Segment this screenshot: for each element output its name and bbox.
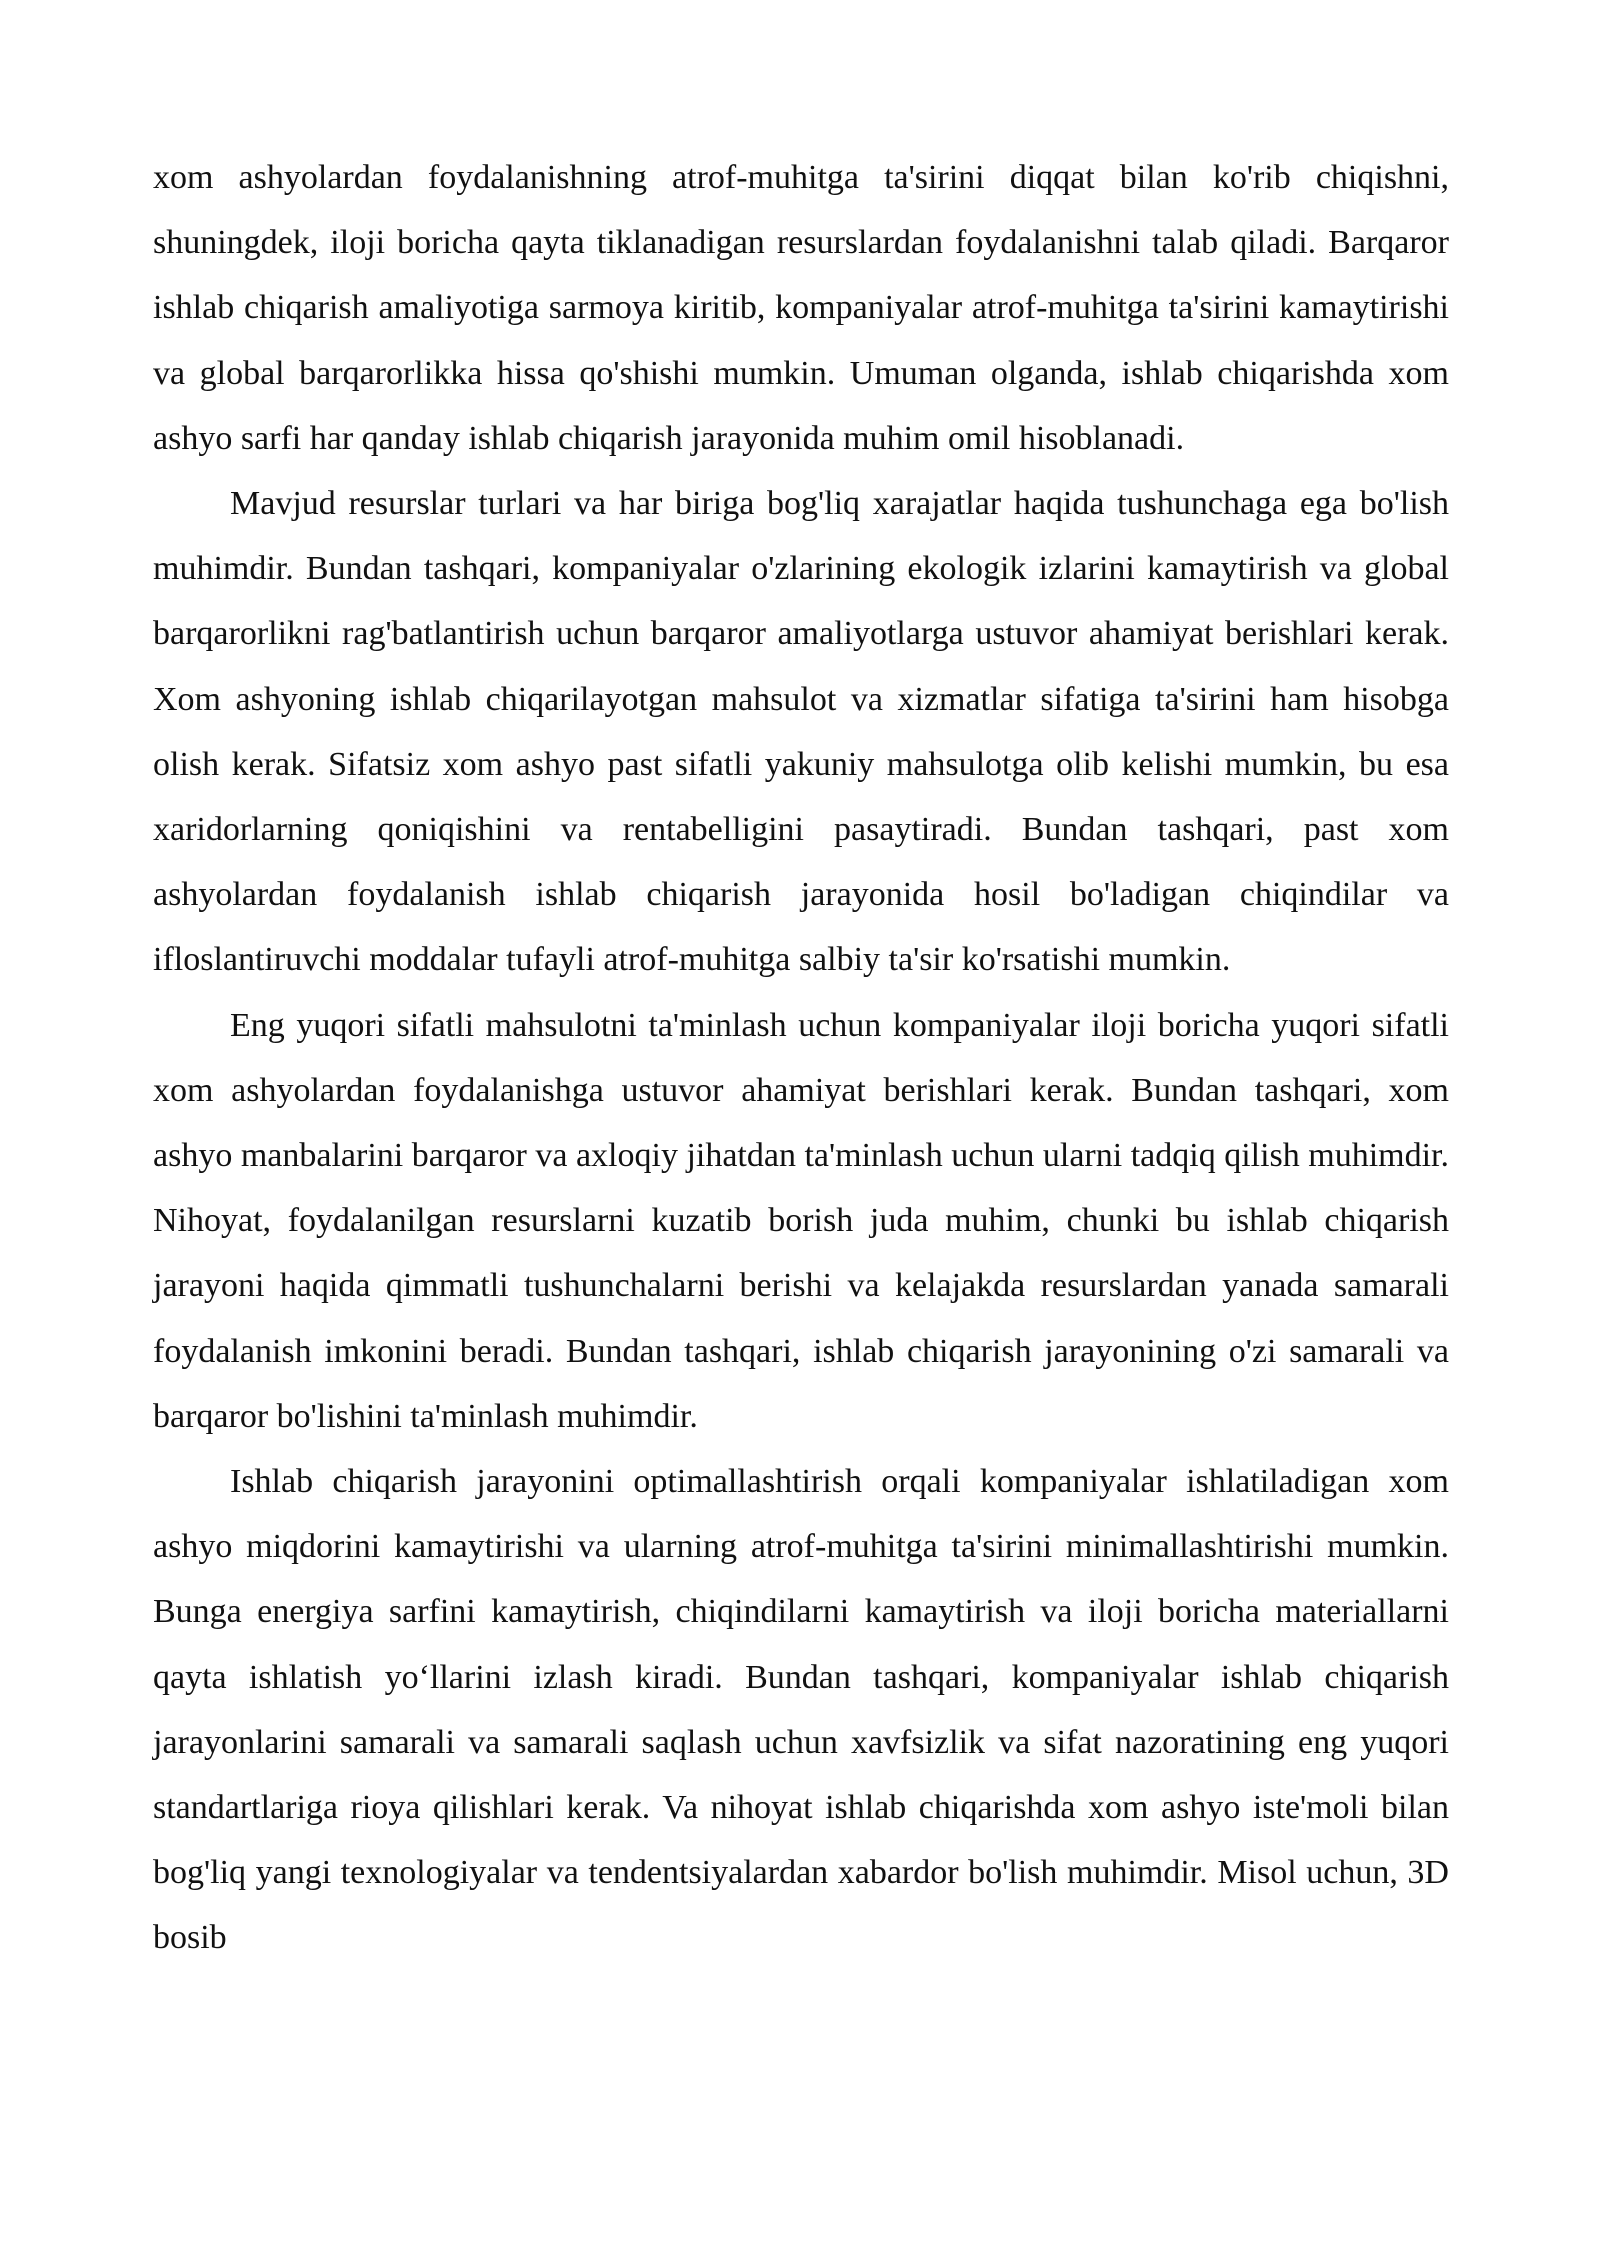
paragraph-4: Ishlab chiqarish jarayonini optimallashtirish orqali kompaniyalar ishlatiladigan xom ashyo miqdorini kamaytirishi va ularning atrof-muhitga ta'sirini minimallashtirishi mumkin. Bunga energiya sarfini kamaytirish, chiqindilarni kamaytirish va iloji boricha materiallarni qayta ishlatish yo‘llarini izlash kiradi. Bundan tashqari, kompaniyalar ishlab chiqarish jarayonlarini samarali va samarali saqlash uchun xavfsizlik va sifat nazoratining eng yuqori standartlariga rioya qilishlari kerak. Va nihoyat ishlab chiqarishda xom ashyo iste'moli bilan bog'liq yangi texnologiyalar va tendentsiyalardan xabardor bo'lish muhimdir. Misol uchun, 3D bosib bbox=[153, 1463, 1449, 1957]
paragraph-1: xom ashyolardan foydalanishning atrof-muhitga ta'sirini diqqat bilan ko'rib chiqishni, shuningdek, iloji boricha qayta tiklanadigan resurslardan foydalanishni talab qiladi. Barqaror ishlab chiqarish amaliyotiga sarmoya kiritib, kompaniyalar atrof-muhitga ta'sirini kamaytirishi va global barqarorlikka hissa qo'shishi mumkin. Umuman olganda, ishlab chiqarishda xom ashyo sarfi har qanday ishlab chiqarish jarayonida muhim omil hisoblanadi. bbox=[153, 159, 1449, 457]
document-page bbox=[153, 145, 1449, 1971]
paragraph-2: Mavjud resurslar turlari va har biriga bog'liq xarajatlar haqida tushunchaga ega bo'lish muhimdir. Bundan tashqari, kompaniyalar o'zlarining ekologik izlarini kamaytirish va global barqarorlikni rag'batlantirish uchun barqaror amaliyotlarga ustuvor ahamiyat berishlari kerak. Xom ashyoning ishlab chiqarilayotgan mahsulot va xizmatlar sifatiga ta'sirini ham hisobga olish kerak. Sifatsiz xom ashyo past sifatli yakuniy mahsulotga olib kelishi mumkin, bu esa xaridorlarning qoniqishini va rentabelligini pasaytiradi. Bundan tashqari, past xom ashyolardan foydalanish ishlab chiqarish jarayonida hosil bo'ladigan chiqindilar va ifloslantiruvchi moddalar tufayli atrof-muhitga salbiy ta'sir ko'rsatishi mumkin. bbox=[153, 485, 1449, 979]
paragraph-3: Eng yuqori sifatli mahsulotni ta'minlash uchun kompaniyalar iloji boricha yuqori sifatli xom ashyolardan foydalanishga ustuvor ahamiyat berishlari kerak. Bundan tashqari, xom ashyo manbalarini barqaror va axloqiy jihatdan ta'minlash uchun ularni tadqiq qilish muhimdir. Nihoyat, foydalanilgan resurslarni kuzatib borish juda muhim, chunki bu ishlab chiqarish jarayoni haqida qimmatli tushunchalarni berishi va kelajakda resurslardan yanada samarali foydalanish imkonini beradi. Bundan tashqari, ishlab chiqarish jarayonining o'zi samarali va barqaror bo'lishini ta'minlash muhimdir. bbox=[153, 1006, 1449, 1435]
